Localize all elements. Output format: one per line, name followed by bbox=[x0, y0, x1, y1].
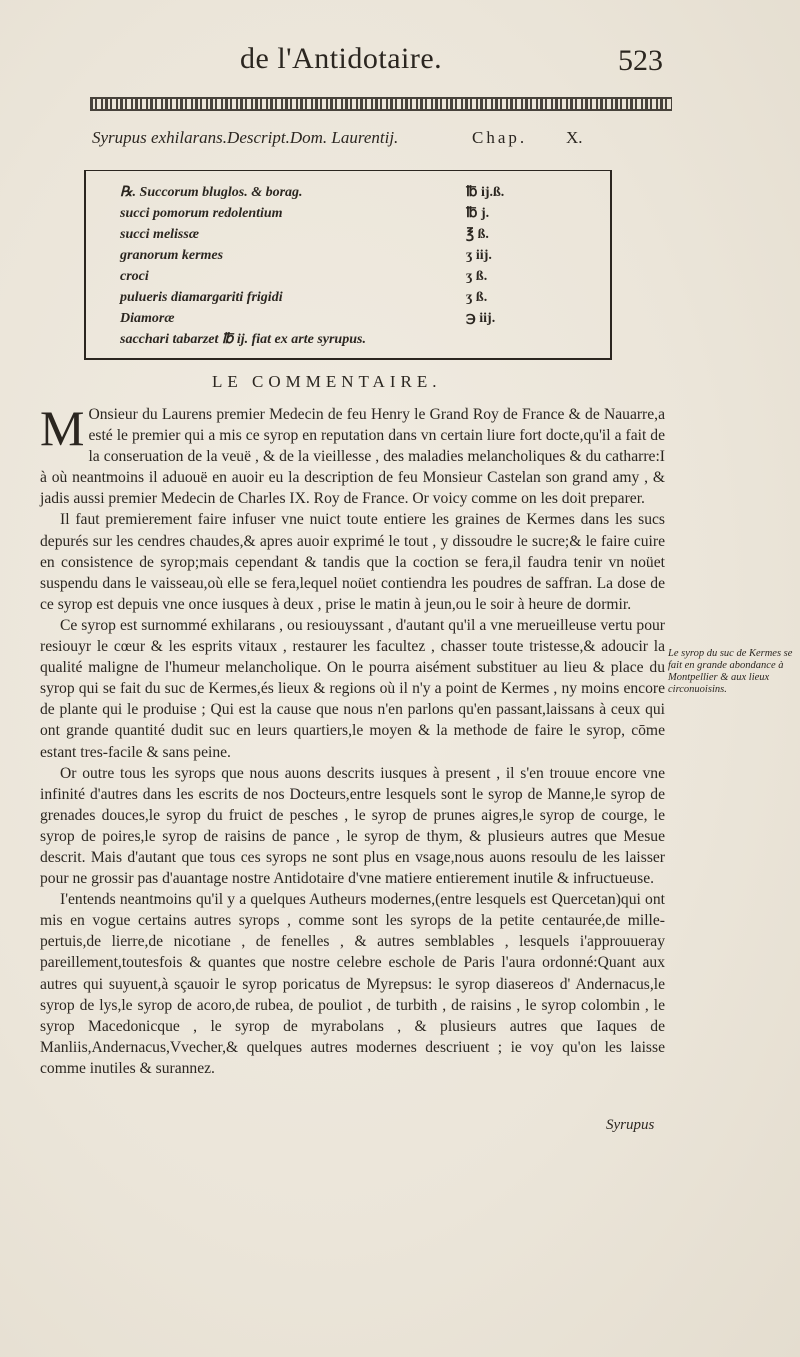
running-title: de l'Antidotaire. bbox=[240, 42, 443, 75]
paragraph: Il faut premierement faire infuser vne nuict toute entiere les graines de Kermes dans les sucs depurés sur les cendres chaudes,& apres auoir exprimé le tout , y dissoudre le sucre;& le faire cuire en consistence de syrop;mais cependant & tandis que la coction se fera,il faudra tenir vn noüet suspendu dans le vaisseau,où elle se fera,lequel noüet contiendra les poudres de saffran. La dose de ce syrop est depuis vne once iusques à deux , prise le matin à jeun,ou le soir à heure de dormir. bbox=[40, 511, 665, 613]
recipe-line bbox=[120, 183, 590, 203]
recipe-line bbox=[120, 309, 590, 329]
paragraph: Or outre tous les syrops que nous auons descrits iusques à present , il s'en trouue encore vne infinité d'autres dans les escrits de nos Docteurs,entre lesquels sont le syrop de Manne,le syrop de grenades douces,le syrop du fruict de pesches , le syrop de prunes aigres,le syrop de courge, le syrop de poires,le syrop de raisins de pance , le syrop de thym, & plusieurs autres que Mesue descrit. Mais d'autant que tous ces syrops ne sont plus en vsage,nous auons resoulu de les laisser pour ne grossir pas d'auantage nostre Antidotaire d'vne matiere entierement inutile & infructueuse. bbox=[40, 764, 665, 888]
commentary-heading: LE COMMENTAIRE. bbox=[212, 372, 442, 391]
ingredient-name: sacchari tabarzet ℔ ij. fiat ex arte syrupus. bbox=[120, 332, 366, 347]
page-number: 523 bbox=[618, 44, 663, 77]
paragraph: Ce syrop est surnommé exhilarans , ou resiouyssant , d'autant qu'il a vne merueilleuse vertu pour resiouyr le cœur & les esprits vitaux , restaurer les facultez , chasser toute tristesse,& adoucir la qualité maligne de l'humeur melancholique. On le pourra aisément substituer au lieu & place du syrop qui se fait du suc de Kermes,és lieux & regions où il n'y a point de Kermes , ny moins encore de plante qui le produise ; Qui est la cause que nous n'en parlons qu'en passant,laissans à ceux qui ont grande quantité dudit suc en leurs quartiers,le moyen & la methode de faire le syrop, cōme estant tres-facile & sans peine. bbox=[40, 616, 665, 761]
syrup-title: Syrupus exhilarans.Descript.Dom. Laurentij. bbox=[92, 128, 399, 147]
paragraph: I'entends neantmoins qu'il y a quelques Autheurs modernes,(entre lesquels est Quercetan)qui ont mis en vogue certains autres syrops , comme sont les syrops de la petite centaurée,de mille-pertuis,de lierre,de nicotiane , de fenelles , & autres semblables , lesquels i'approuueray pareillement,toutesfois & quantes que nostre celebre eschole de Paris l'aura ordonné:Quant aux autres qui suyuent,à sçauoir le syrop poricatus de Myrepsus: le syrop diasereos d' Andernacus,le syrop de lys,le syrop de acoro,de rubea, de pouliot , de turbith , de raisins , le syrop colombin , le syrop Macedonicque , le syrop de myrabolans , & plusieurs autres que Iaques de Manliis,Andernacus,Vvecher,& quelques autres modernes descriuent ; ie voy qu'on les laisse comme inutiles & surannez. bbox=[40, 891, 665, 1077]
recipe-line bbox=[120, 225, 590, 245]
ingredient-quantity: ℔ ij.ß. bbox=[466, 185, 505, 200]
chapter-heading bbox=[92, 128, 692, 152]
chapter-label: Chap. bbox=[472, 128, 528, 147]
ingredient-name: Diamoræ bbox=[120, 311, 175, 326]
margin-note: Le syrop du suc de Kermes se fait en grande abondance à Montpellier & aux lieux circonuoisins. bbox=[668, 648, 793, 695]
ingredient-quantity: ʒ ß. bbox=[466, 290, 488, 305]
ingredient-name: pulueris diamargariti frigidi bbox=[120, 290, 283, 305]
ingredient-name: succi pomorum redolentium bbox=[120, 206, 283, 221]
decorative-band bbox=[90, 97, 672, 111]
recipe-box bbox=[84, 170, 612, 360]
paragraph bbox=[40, 400, 665, 509]
ingredient-name: croci bbox=[120, 269, 149, 284]
recipe-line bbox=[120, 330, 590, 350]
ingredient-quantity: ʒ iij. bbox=[466, 248, 492, 263]
recipe-line bbox=[120, 288, 590, 308]
ingredient-quantity: ʒ ß. bbox=[466, 269, 488, 284]
ingredient-name: ℞. Succorum bluglos. & borag. bbox=[120, 185, 303, 200]
ingredient-name: succi melissæ bbox=[120, 227, 199, 242]
commentary-body bbox=[40, 400, 665, 1079]
recipe-line bbox=[120, 204, 590, 224]
ingredient-quantity: ℥ ß. bbox=[466, 227, 489, 242]
ingredient-quantity: ℈ iij. bbox=[466, 311, 496, 326]
drop-cap: M bbox=[40, 400, 85, 456]
recipe-line bbox=[120, 246, 590, 266]
running-head bbox=[0, 42, 800, 92]
paragraph-text: Onsieur du Laurens premier Medecin de feu Henry le Grand Roy de France & de Nauarre,a esté le premier qui a mis ce syrop en reputation dans vn certain liure fort docte,qu'il a fait de la conseruation de la veuë , & de la vieillesse , des maladies melancholiques & du catharre:I à où neantmoins il aduouë en auoir eu la description de feu Monsieur Castelan son grand amy , & jadis aussi premier Medecin de Charles IX. Roy de France. Or voicy comme on les doit preparer. bbox=[40, 406, 665, 508]
recipe-line bbox=[120, 267, 590, 287]
ingredient-quantity: ℔ j. bbox=[466, 206, 490, 221]
ingredient-name: granorum kermes bbox=[120, 248, 224, 263]
chapter-number: X. bbox=[566, 128, 583, 147]
catchword: Syrupus bbox=[606, 1117, 655, 1133]
